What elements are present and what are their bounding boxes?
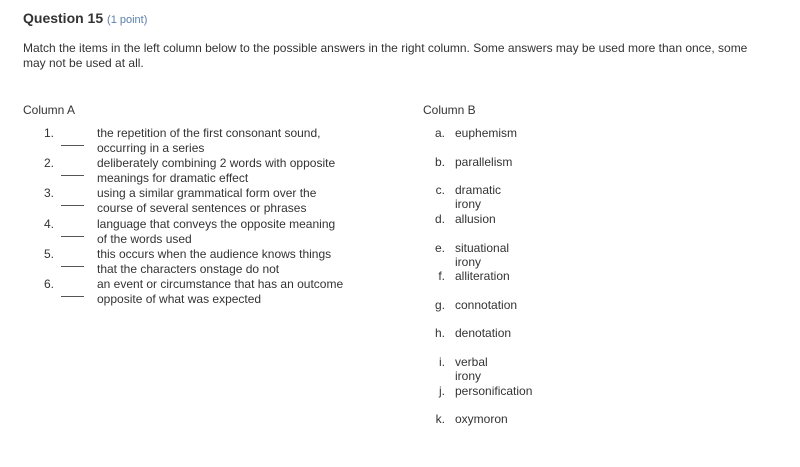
column-b-item [0, 412, 508, 428]
answer-blank[interactable] [61, 175, 84, 176]
item-text: euphemism [455, 126, 518, 140]
answer-blank[interactable] [61, 205, 84, 206]
column-b-item [0, 355, 488, 383]
item-text: using a similar grammatical form over the course of several sentences or phrases [97, 186, 317, 215]
item-text: language that conveys the opposite meaning of the words used [97, 217, 336, 246]
question-header [23, 10, 147, 26]
item-number: 1. [44, 126, 55, 140]
item-text: an event or circumstance that has an outcome opposite of what was expected [97, 277, 344, 306]
answer-blank[interactable] [61, 266, 84, 267]
item-letter: b. [434, 155, 445, 169]
item-text: parallelism [455, 155, 513, 169]
item-text: dramatic irony [455, 183, 502, 211]
item-number: 6. [44, 277, 55, 291]
item-text: oxymoron [455, 412, 508, 426]
item-text: allusion [455, 212, 496, 226]
column-b-item [0, 269, 510, 285]
column-b-item [0, 126, 518, 142]
answer-blank[interactable] [61, 236, 84, 237]
item-letter: a. [434, 126, 445, 140]
item-letter: f. [438, 269, 445, 283]
item-letter: j. [439, 384, 445, 398]
column-b-heading: Column B [423, 103, 476, 117]
item-number: 2. [44, 156, 55, 170]
item-text: situational irony [455, 241, 510, 269]
item-text: this occurs when the audience knows things that the characters onstage do not [97, 247, 332, 276]
item-text: personification [455, 384, 533, 398]
item-letter: k. [435, 412, 445, 426]
question-title: Question 15 [23, 10, 104, 26]
question-instructions: Match the items in the left column below to the possible answers in the right column. Some answers may be used more than once, some may not be used at all. [23, 41, 748, 70]
item-number: 3. [44, 186, 55, 200]
item-letter: e. [434, 241, 445, 255]
item-letter: c. [435, 183, 445, 197]
question-points: (1 point) [107, 14, 148, 26]
column-b-item [0, 298, 518, 314]
item-text: alliteration [455, 269, 510, 283]
item-letter: g. [434, 298, 445, 312]
item-text: connotation [455, 298, 518, 312]
answer-blank[interactable] [61, 296, 84, 297]
column-a-heading: Column A [23, 103, 76, 117]
item-number: 5. [44, 247, 55, 261]
item-number: 4. [44, 217, 55, 231]
column-b-item [0, 326, 512, 342]
column-b-item [0, 384, 533, 400]
item-text: the repetition of the first consonant sound, occurring in a series [97, 126, 321, 155]
item-letter: h. [434, 326, 445, 340]
item-text: verbal irony [455, 355, 488, 383]
item-text: denotation [455, 326, 512, 340]
item-letter: d. [434, 212, 445, 226]
item-text: deliberately combining 2 words with opposite meanings for dramatic effect [97, 156, 336, 185]
answer-blank[interactable] [61, 145, 84, 146]
item-letter: i. [439, 355, 445, 369]
column-b-item [0, 212, 496, 228]
